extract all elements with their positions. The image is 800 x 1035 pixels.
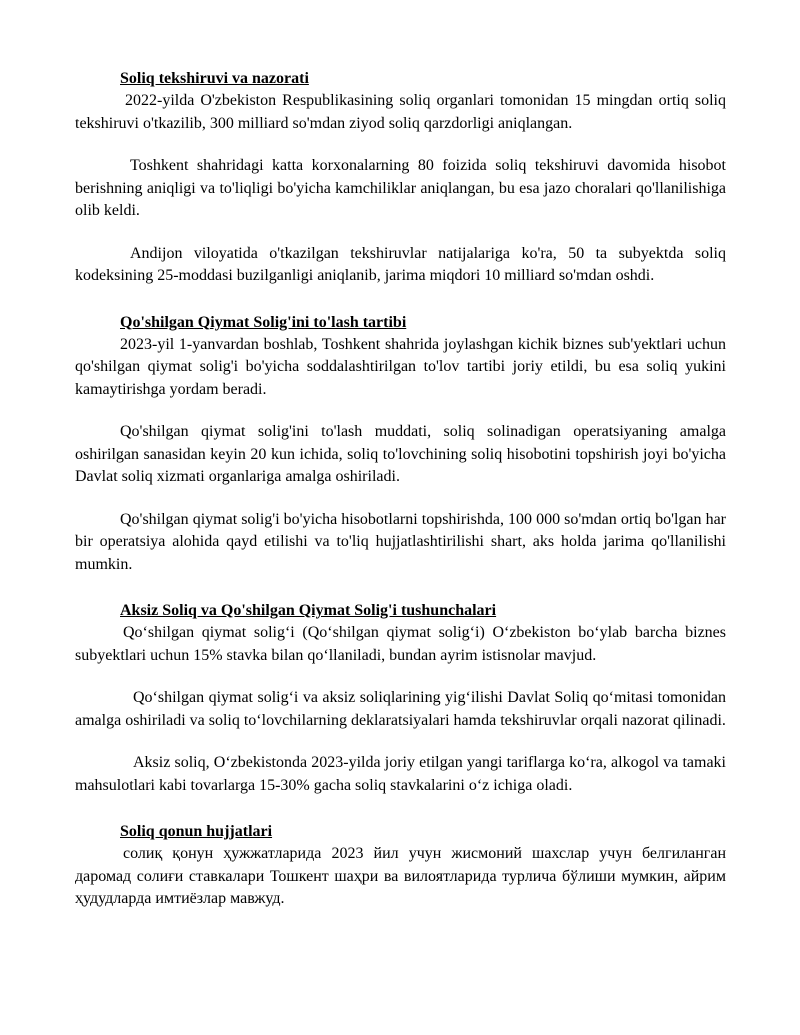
paragraph: Toshkent shahridagi katta korxonalarning 80 foizida soliq tekshiruvi davomida hisobot berishning aniqligi va to'liqligi bo'yicha kamchiliklar aniqlangan, bu esa jazo choralari qo'llanilishiga olib keldi.: [75, 157, 726, 219]
section-qqs-tolash-tartibi: [75, 312, 726, 577]
paragraph: Qo‘shilgan qiymat solig‘i (Qo‘shilgan qiymat solig‘i) O‘zbekiston bo‘ylab barcha biznes subyektlari uchun 15% stavka bilan qo‘llaniladi, bundan ayrim istisnolar mavjud.: [75, 624, 726, 664]
paragraph: Qo'shilgan qiymat solig'i bo'yicha hisobotlarni topshirishda, 100 000 so'mdan ortiq bo'lgan har bir operatsiya alohida qayd etilishi va to'liq hujjatlashtirilishi shart, aks holda jarima qo'llanilishi mumkin.: [75, 510, 726, 573]
paragraph: 2023-yil 1-yanvardan boshlab, Toshkent shahrida joylashgan kichik biznes sub'yektlari uchun qo'shilgan qiymat solig'i bo'yicha soddalashtirilgan to'lov tartibi joriy etildi, bu esa soliq yukini kamaytirishga yordam beradi.: [75, 335, 726, 398]
section-soliq-tekshiruvi: [75, 68, 726, 288]
section-soliq-qonun-hujjatlari: [75, 821, 726, 911]
paragraph: Qo‘shilgan qiymat solig‘i va aksiz soliqlarining yig‘ilishi Davlat Soliq qo‘mitasi tomonidan amalga oshiriladi va soliq to‘lovchilarning deklaratsiyalari hamda tekshiruvlar orqali nazorat qilinadi.: [75, 689, 726, 729]
paragraph: Andijon viloyatida o'tkazilgan tekshiruvlar natijalariga ko'ra, 50 ta subyektda soliq kodeksining 25-moddasi buzilganligi aniqlanib, jarima miqdori 10 milliard so'mdan oshdi.: [75, 244, 726, 284]
section-heading: Soliq tekshiruvi va nazorati: [120, 70, 309, 87]
paragraph: Aksiz soliq, O‘zbekistonda 2023-yilda joriy etilgan yangi tariflarga ko‘ra, alkogol va tamaki mahsulotlari kabi tovarlarga 15-30% gacha soliq stavkalarini o‘z ichiga oladi.: [75, 754, 726, 794]
paragraph: 2022-yilda O'zbekiston Respublikasining soliq organlari tomonidan 15 mingdan ortiq soliq tekshiruvi o'tkazilib, 300 milliard so'mdan ziyod soliq qarzdorligi aniqlangan.: [75, 92, 726, 132]
section-heading: Soliq qonun hujjatlari: [120, 823, 273, 840]
document-page: [75, 68, 726, 911]
section-heading: Qo'shilgan Qiymat Solig'ini to'lash tartibi: [120, 313, 407, 331]
section-aksiz-soliq: [75, 600, 726, 797]
paragraph: Qo'shilgan qiymat solig'ini to'lash muddati, soliq solinadigan operatsiyaning amalga oshirilgan sanasidan keyin 20 kun ichida, soliq to'lovchining soliq hisobotini topshirish joyi bo'yicha Davlat soliq xizmati organlariga amalga oshiriladi.: [75, 423, 726, 485]
paragraph: солиқ қонун ҳужжатларида 2023 йил учун жисмоний шахслар учун белгиланган даромад солиғи ставкалари Тошкент шаҳри ва вилоятларида турлича бўлиши мумкин, айрим ҳудудларда имтиёзлар мавжуд.: [75, 845, 726, 907]
section-heading: Aksiz Soliq va Qo'shilgan Qiymat Solig'i tushunchalari: [120, 602, 497, 619]
